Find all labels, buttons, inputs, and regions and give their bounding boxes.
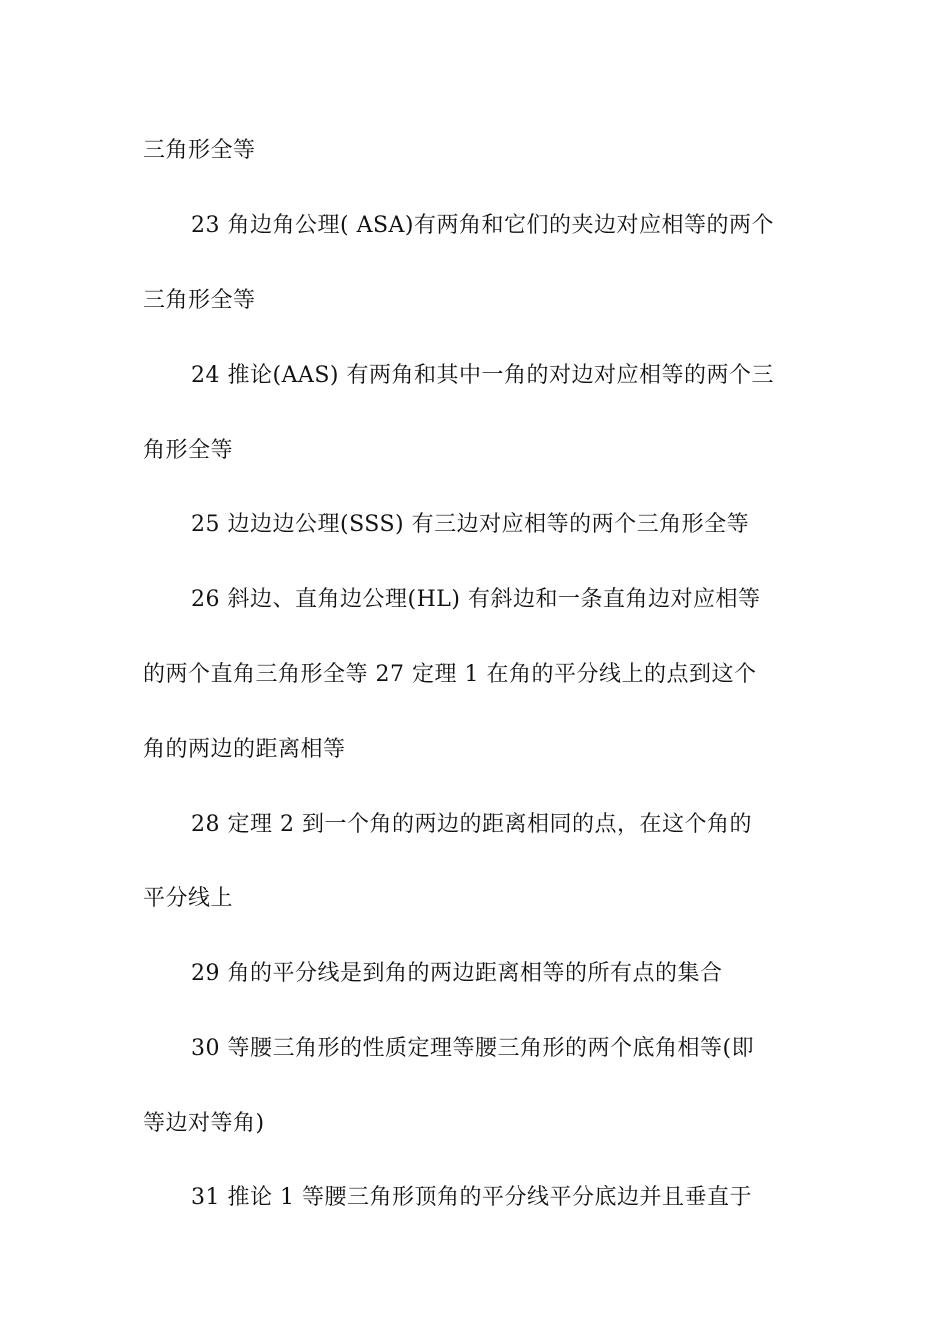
text-line-4: 24 推论(AAS) 有两角和其中一角的对边对应相等的两个三	[191, 363, 774, 388]
text-line-7: 26 斜边、直角边公理(HL) 有斜边和一条直角边对应相等	[191, 587, 761, 612]
text-line-2: 23 角边角公理( ASA)有两角和它们的夹边对应相等的两个	[191, 213, 774, 238]
text-line-10: 28 定理 2 到一个角的两边的距离相同的点，在这个角的	[191, 812, 752, 837]
text-line-12: 29 角的平分线是到角的两边距离相等的所有点的集合	[191, 961, 723, 986]
text-line-8: 的两个直角三角形全等 27 定理 1 在角的平分线上的点到这个	[143, 662, 757, 687]
text-line-1: 三角形全等	[143, 138, 256, 163]
text-line-15: 31 推论 1 等腰三角形顶角的平分线平分底边并且垂直于	[191, 1185, 752, 1210]
text-line-14: 等边对等角)	[143, 1111, 265, 1136]
text-line-6: 25 边边边公理(SSS) 有三边对应相等的两个三角形全等	[191, 512, 750, 537]
text-line-3: 三角形全等	[143, 288, 256, 313]
text-line-5: 角形全等	[143, 438, 234, 463]
text-line-11: 平分线上	[143, 886, 234, 911]
text-line-13: 30 等腰三角形的性质定理等腰三角形的两个底角相等(即	[191, 1036, 755, 1061]
text-line-9: 角的两边的距离相等	[143, 737, 346, 762]
